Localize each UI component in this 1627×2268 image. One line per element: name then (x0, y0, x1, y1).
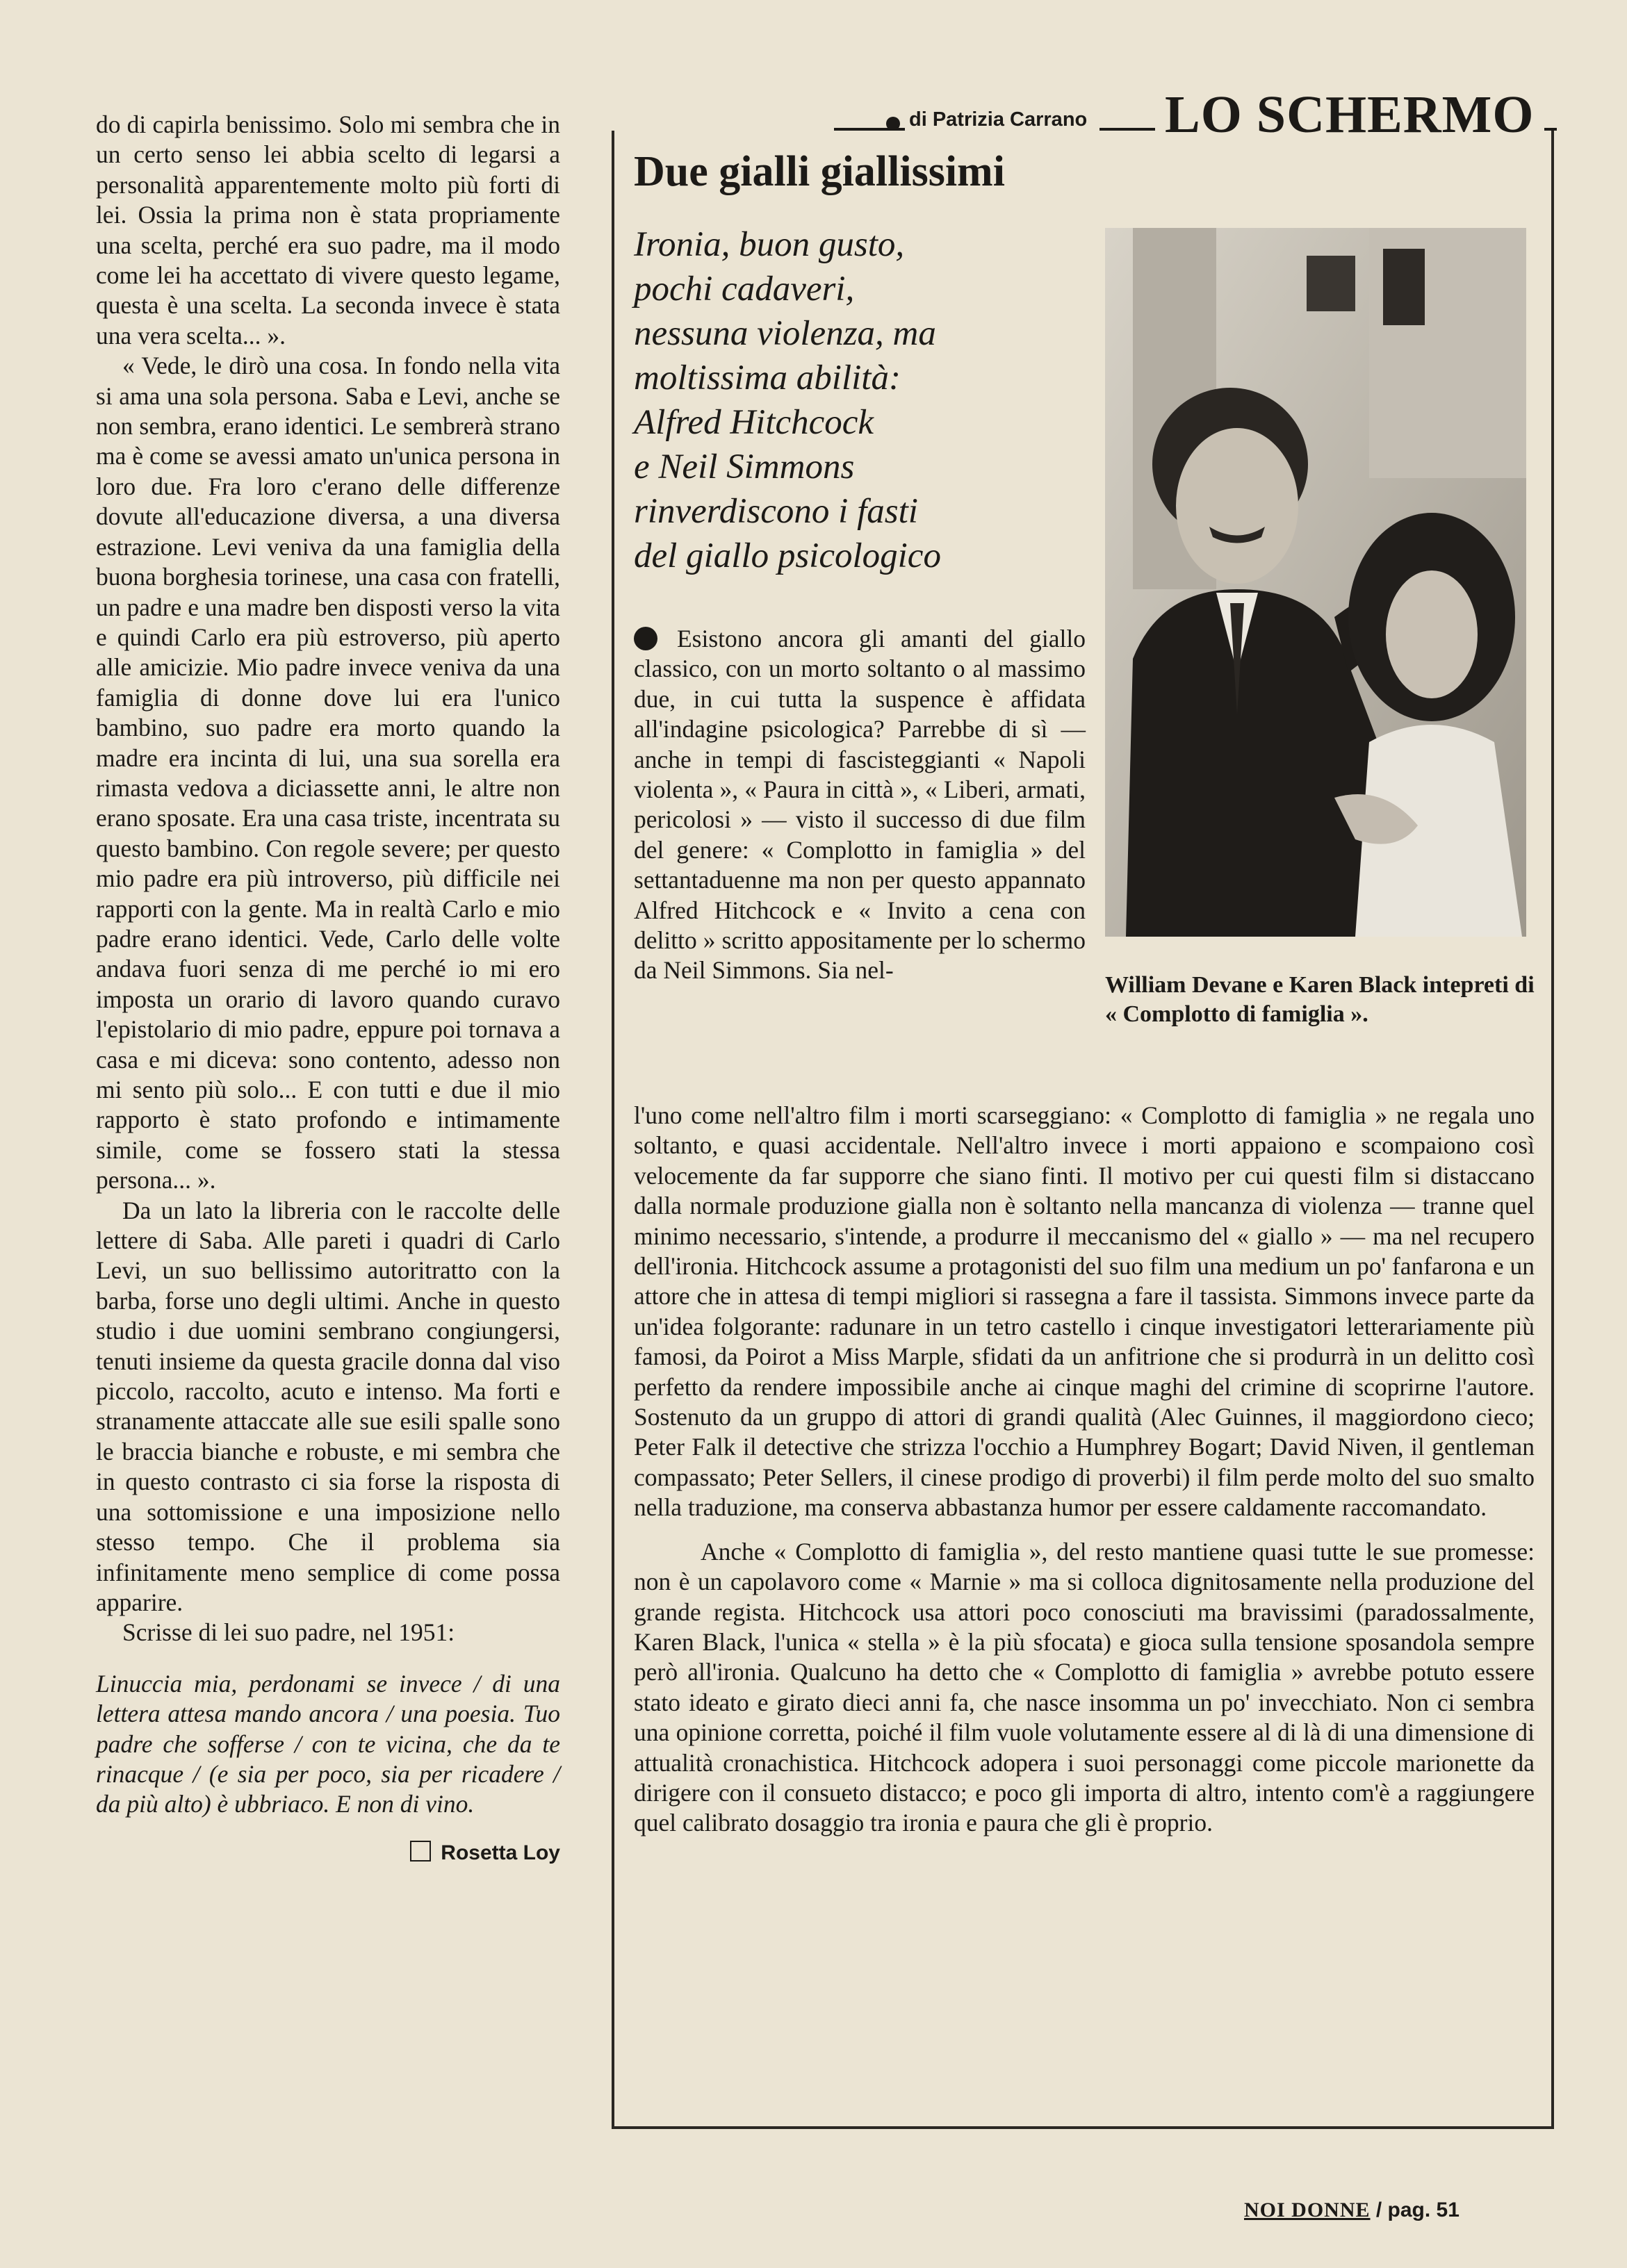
footer-separator: / (1375, 2199, 1382, 2221)
photo-caption: William Devane e Karen Black intepreti di « Complotto di famiglia ». (1105, 972, 1535, 1027)
left-paragraph-1: do di capirla benissimo. Solo mi sembra che in un certo senso lei abbia scelto di legarsi a personalità apparentemente molto più forti di lei. Ossia la prima non è stata propriamente una scelta, perché era suo padre, ma il modo come lei ha accettato di vivere questo legame, questa è una scelta. La seconda invece è stata una vera scelta... ». (96, 110, 560, 350)
article-lead (634, 624, 1086, 986)
left-paragraph-2: « Vede, le dirò una cosa. In fondo nella vita si ama una sola persona. Saba e Levi, anche se non sembra, erano identici. Le sembrerà strano ma è come se avessi amato un'unica persona in loro due. Fra loro c'erano delle differenze dovute all'educazione diversa, a una diversa estrazione. Levi veniva da una famiglia della buona borghesia torinese, una casa con fratelli, un padre e una madre ben disposti verso la vita e quindi Carlo era più estroverso, più aperto alle amicizie. Mio padre invece veniva da una famiglia di donne dove lui era l'unico bambino, suo padre era morto quando la madre era incinta di lui, una sua sorella era rimasta vedova a diciassette anni, le altre non erano sposate. Era una casa triste, incentrata su questo bambino. Con regole severe; per questo mio padre era più introverso, più difficile nei rapporti con la gente. Ma in realtà Carlo e mio padre erano identici. Vede, Carlo delle volte andava fuori senza di me perché io mi ero imposta un orario di lavoro quando curavo l'epistolario di mio padre, eppure poi tornava a casa e mi diceva: sono contento, adesso non mi sento più solo... E con tutti e due il mio rapporto è stato profondo e intimamente simile, come se fossero stati la stessa persona... ». (96, 352, 560, 1194)
subtitle-line: pochi cadaveri, (634, 270, 855, 309)
article-body (634, 1101, 1535, 1839)
subtitle-line: Ironia, buon gusto, (634, 225, 905, 264)
subtitle-line: del giallo psicologico (634, 536, 941, 575)
paragraph-bullet-icon (634, 627, 657, 650)
subtitle-line: Alfred Hitchcock (634, 403, 874, 442)
end-mark-icon (410, 1841, 431, 1862)
page-number: pag. 51 (1387, 2199, 1460, 2221)
subtitle-line: moltissima abilità: (634, 359, 901, 397)
article-paragraph-1: l'uno come nell'altro film i morti scarseggiano: « Complotto di famiglia » ne regala uno soltanto, e quasi accidentale. Nell'altro invece i morti appaiono e scompaiono così velocemente da far supporre che siano finti. Il motivo per cui questi film si distaccano dalla normale produzione gialla non è soltanto nella mancanza di violenza — tranne quel minimo necessario, s'intende, a produrre il meccanismo del « giallo » — ma nel recupero dell'ironia. Hitchcock assume a protagonisti del suo film una medium un po' fanfarona e un attore che in attesa di tempi migliori si rassegna a fare il tassista. Simmons invece parte da un'idea folgorante: radunare in un tetro castello i cinque investigatori letterariamente più famosi, da Poirot a Miss Marple, sfidati da un anfitrione che si produrrà in un delitto così perfetto da rendere impossibile anche ai cinque maghi del crimine di scoprirne l'autore. Sostenuto da un gruppo di attori di grandi qualità (Alec Guinnes, il maggiordono cieco; Peter Falk il detective che strizza l'occhio a Humphrey Bogart; David Niven, il gentleman compassato; Peter Sellers, il cinese prodigo di proverbi) il film perde molto del suo smalto nella traduzione, ma conserva abbastanza humor per essere caldamente raccomandato. (634, 1101, 1535, 1522)
bullet-dot-icon (886, 117, 900, 131)
byline: di Patrizia Carrano (905, 108, 1099, 131)
article-lead-text: Esistono ancora gli amanti del giallo classico, con un morto soltanto o al massimo due, in cui tutta la suspence è affidata all'indagine psicologica? Parrebbe di sì — anche in tempi di fascisteggianti « Napoli violenta », « Paura in città », « Liberi, armati, pericolosi » — visto il successo di due film del genere: « Complotto in famiglia » del settantaduenne ma non per questo appannato Alfred Hitchcock e « Invito a cena con delitto » scritto appositamente per lo schermo da Neil Simmons. Sia nel- (634, 625, 1086, 985)
section-title: LO SCHERMO (1155, 85, 1544, 145)
article-subtitle (634, 222, 1065, 578)
subtitle-line: nessuna violenza, ma (634, 314, 936, 353)
article-paragraph-2: Anche « Complotto di famiglia », del resto mantiene quasi tutte le sue promesse: non è un capolavoro come « Marnie » ma si colloca dignitosamente nella produzione del grande regista. Hitchcock usa attori poco conosciuti ma bravissimi (paradossalmente, Karen Black, l'unica « stella » è la più sfocata) e gioca sulla tensione sposandola sempre però all'ironia. Qualcuno ha detto che « Complotto di famiglia » avrebbe potuto essere stato ideato e girato dieci anni fa, che nasce insomma un po' invecchiato. Non ci sembra una opinione corretta, poiché il film vuole volutamente essere al di là di una dimensione di attualità cronachistica. Hitchcock adopera i suoi personaggi come piccole marionette da dirigere con il consueto distacco; e poco gli importa di altro, intento com'è a raggiungere quel calibrato dosaggio tra ironia e paura che gli è proprio. (634, 1537, 1535, 1837)
film-still-image (1105, 228, 1526, 937)
article-headline: Due gialli giallissimi (634, 148, 1005, 195)
author-signature (96, 1838, 560, 1868)
subtitle-line: rinverdiscono i fasti (634, 492, 918, 531)
signature-name: Rosetta Loy (441, 1841, 560, 1864)
magazine-brand: NOI DONNE (1244, 2199, 1371, 2221)
subtitle-line: e Neil Simmons (634, 447, 855, 486)
saba-verse: Linuccia mia, perdonami se invece / di una lettera attesa mando ancora / una poesia. Tuo padre che sofferse / con te vicina, che da te rinacque / (e sia per poco, sia per ricadere / da più alto) è ubbriaco. E non di vino. (96, 1669, 560, 1818)
left-paragraph-4: Scrisse di lei suo padre, nel 1951: (122, 1618, 455, 1647)
left-paragraph-3: Da un lato la libreria con le raccolte delle lettere di Saba. Alle pareti i quadri di Carlo Levi, un suo bellissimo autoritratto con la barba, forse uno degli ultimi. Anche in questo studio i due uomini sembrano congiungersi, tenuti insieme da questa gracile donna dal viso piccolo, raccolto, acuto e intenso. Ma forti e stranamente attaccate alle sue esili spalle sono le braccia bianche e robuste, e mi sembra che in questo contrasto ci sia forse la risposta di una sottomissione e una imposizione nello stesso tempo. Che il problema sia infinitamente meno semplice di come possa apparire. (96, 1196, 560, 1616)
left-column (96, 110, 560, 1868)
page-footer (1244, 2199, 1460, 2222)
film-still-photo (1105, 228, 1526, 937)
